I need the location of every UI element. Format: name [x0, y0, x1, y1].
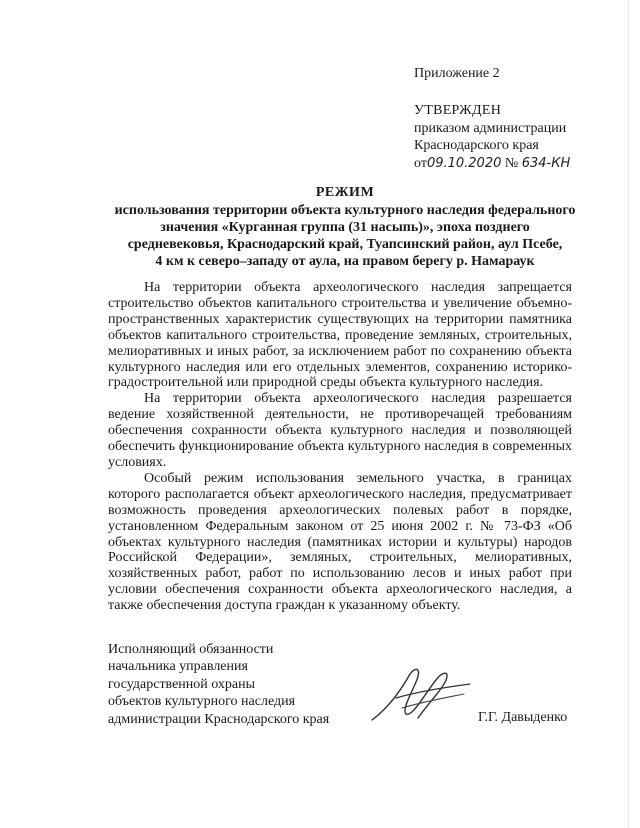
signatory-position: [108, 641, 329, 728]
handwritten-number: 634-КН: [521, 155, 571, 171]
title-line: 4 км к северо–западу от аула, на правом берегу р. Намараук: [155, 254, 535, 269]
body-paragraph: На территории объекта археологического наследия запрещается строительство объектов капитального строительства и увеличение объемно-пространственных характеристик существующих на территории памятника объектов капитального строительства, проведение земляных, строительных, мелиоративных и иных работ, за исключением работ по сохранению объекта культурного наследия или его отдельных элементов, сохранению историко-градостроительной или природной среды объекта культурного наследия.: [108, 280, 572, 391]
document-body: [108, 280, 572, 614]
position-line: администрации Краснодарского края: [108, 711, 330, 727]
appendix-label: Приложение 2: [414, 66, 500, 81]
title-line: средневековья, Краснодарский край, Туапсинский район, аул Псебе,: [127, 237, 563, 252]
title-line: значения «Курганная группа (31 насыпь)», эпоха позднего: [160, 220, 530, 235]
order-date-number: [414, 155, 570, 173]
approved-by-line: приказом администрации: [414, 120, 567, 136]
signer-name: Г.Г. Давыденко: [478, 710, 568, 725]
number-prefix: №: [504, 155, 519, 171]
handwritten-signature: [366, 662, 476, 728]
position-line: объектов культурного наследия: [108, 694, 296, 710]
page-edge-line: [628, 0, 629, 828]
position-line: Исполняющий обязанности: [108, 642, 274, 657]
position-line: государственной охраны: [108, 676, 256, 692]
body-paragraph: На территории объекта археологического наследия разрешается ведение хозяйственной деятельности, не противоречащей требованиям обеспечения сохранности объекта культурного наследия и позволяющей обеспечить функционирование объекта культурного наследия в современных условиях.: [108, 391, 572, 470]
handwritten-date: 09.10.2020: [426, 155, 502, 171]
body-paragraph: Особый режим использования земельного участка, в границах которого располагается объект археологического наследия, предусматривает возможность проведения археологических полевых работ в порядке, установленном Федеральным законом от 25 июня 2002 г. № 73-ФЗ «Об объектах культурного наследия (памятниках истории и культуры) народов Российской Федерации», земляных, строительных, мелиоративных, хозяйственных работ, работ по использованию лесов и иных работ при условии обеспечения сохранности объекта археологического наследия, а также обеспечения доступа граждан к указанному объекту.: [108, 470, 572, 614]
position-line: начальника управления: [108, 659, 248, 675]
approved-by-line: Краснодарского края: [414, 138, 539, 153]
approval-block: [414, 102, 570, 172]
approved-label: УТВЕРЖДЕН: [414, 103, 502, 118]
title-line: использования территории объекта культурного наследия федерального: [114, 203, 576, 218]
date-prefix: от: [414, 155, 427, 171]
document-title: [100, 184, 590, 270]
title-heading: РЕЖИМ: [315, 185, 375, 200]
